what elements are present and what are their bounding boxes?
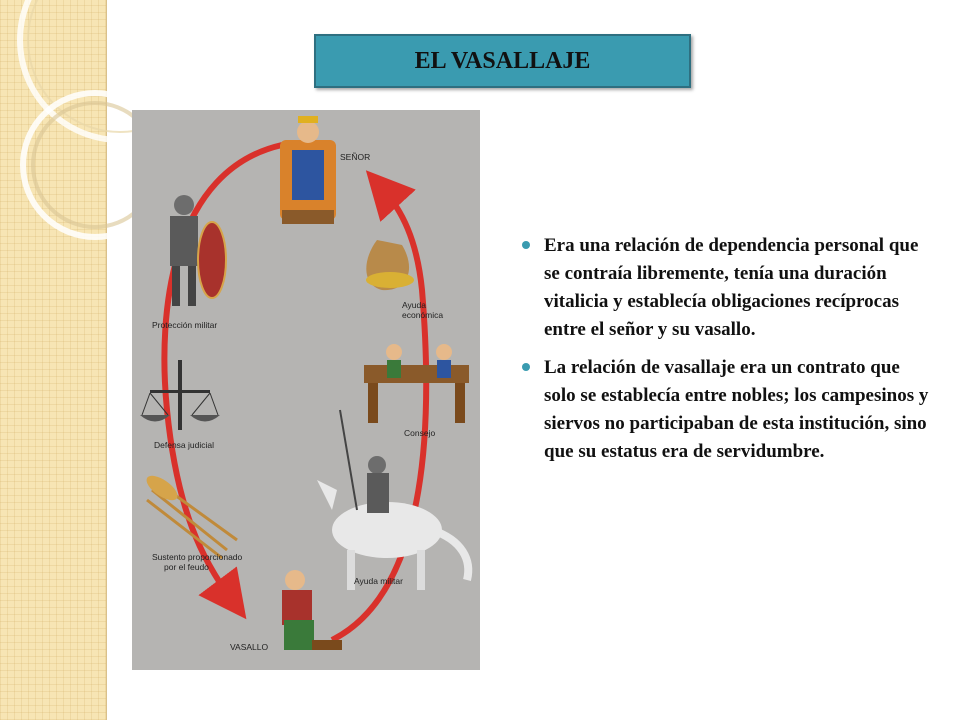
feudal-cycle-diagram [132,110,480,670]
label-sustento-line1: Sustento proporcionado [152,552,243,562]
council-figure [364,344,469,423]
label-ayuda-economica-line1: Ayuda [402,300,426,310]
label-ayuda-militar: Ayuda militar [354,576,403,586]
bullet-item [520,354,930,466]
label-sustento-line2: por el feudo [164,562,209,572]
king-figure [280,116,336,224]
bullet-item [520,232,930,344]
slide-title: EL VASALLAJE [314,34,691,88]
label-vasallo: VASALLO [230,642,269,652]
bullet-icon [522,363,530,371]
horseman-figure [317,410,468,590]
label-senor: SEÑOR [340,152,371,162]
scales-figure [140,360,220,430]
label-defensa-judicial: Defensa judicial [154,440,215,450]
bullet-icon [522,241,530,249]
money-bag-figure [366,240,414,290]
bullet-text: La relación de vasallaje era un contrato que solo se establecía entre nobles; los campesinos y siervos no participaban de esta institución, sino que su estatus era de servidumbre. [544,357,929,462]
bullet-text: Era una relación de dependencia personal que se contraía libremente, tenía una duración vitalicia y establecía obligaciones recíprocas entre el señor y su vasallo. [544,235,919,340]
label-proteccion-militar: Protección militar [152,320,218,330]
label-ayuda-economica-line2: económica [402,310,444,320]
bullet-list [520,232,930,476]
label-consejo: Consejo [404,428,436,438]
decorative-circles [0,0,140,240]
